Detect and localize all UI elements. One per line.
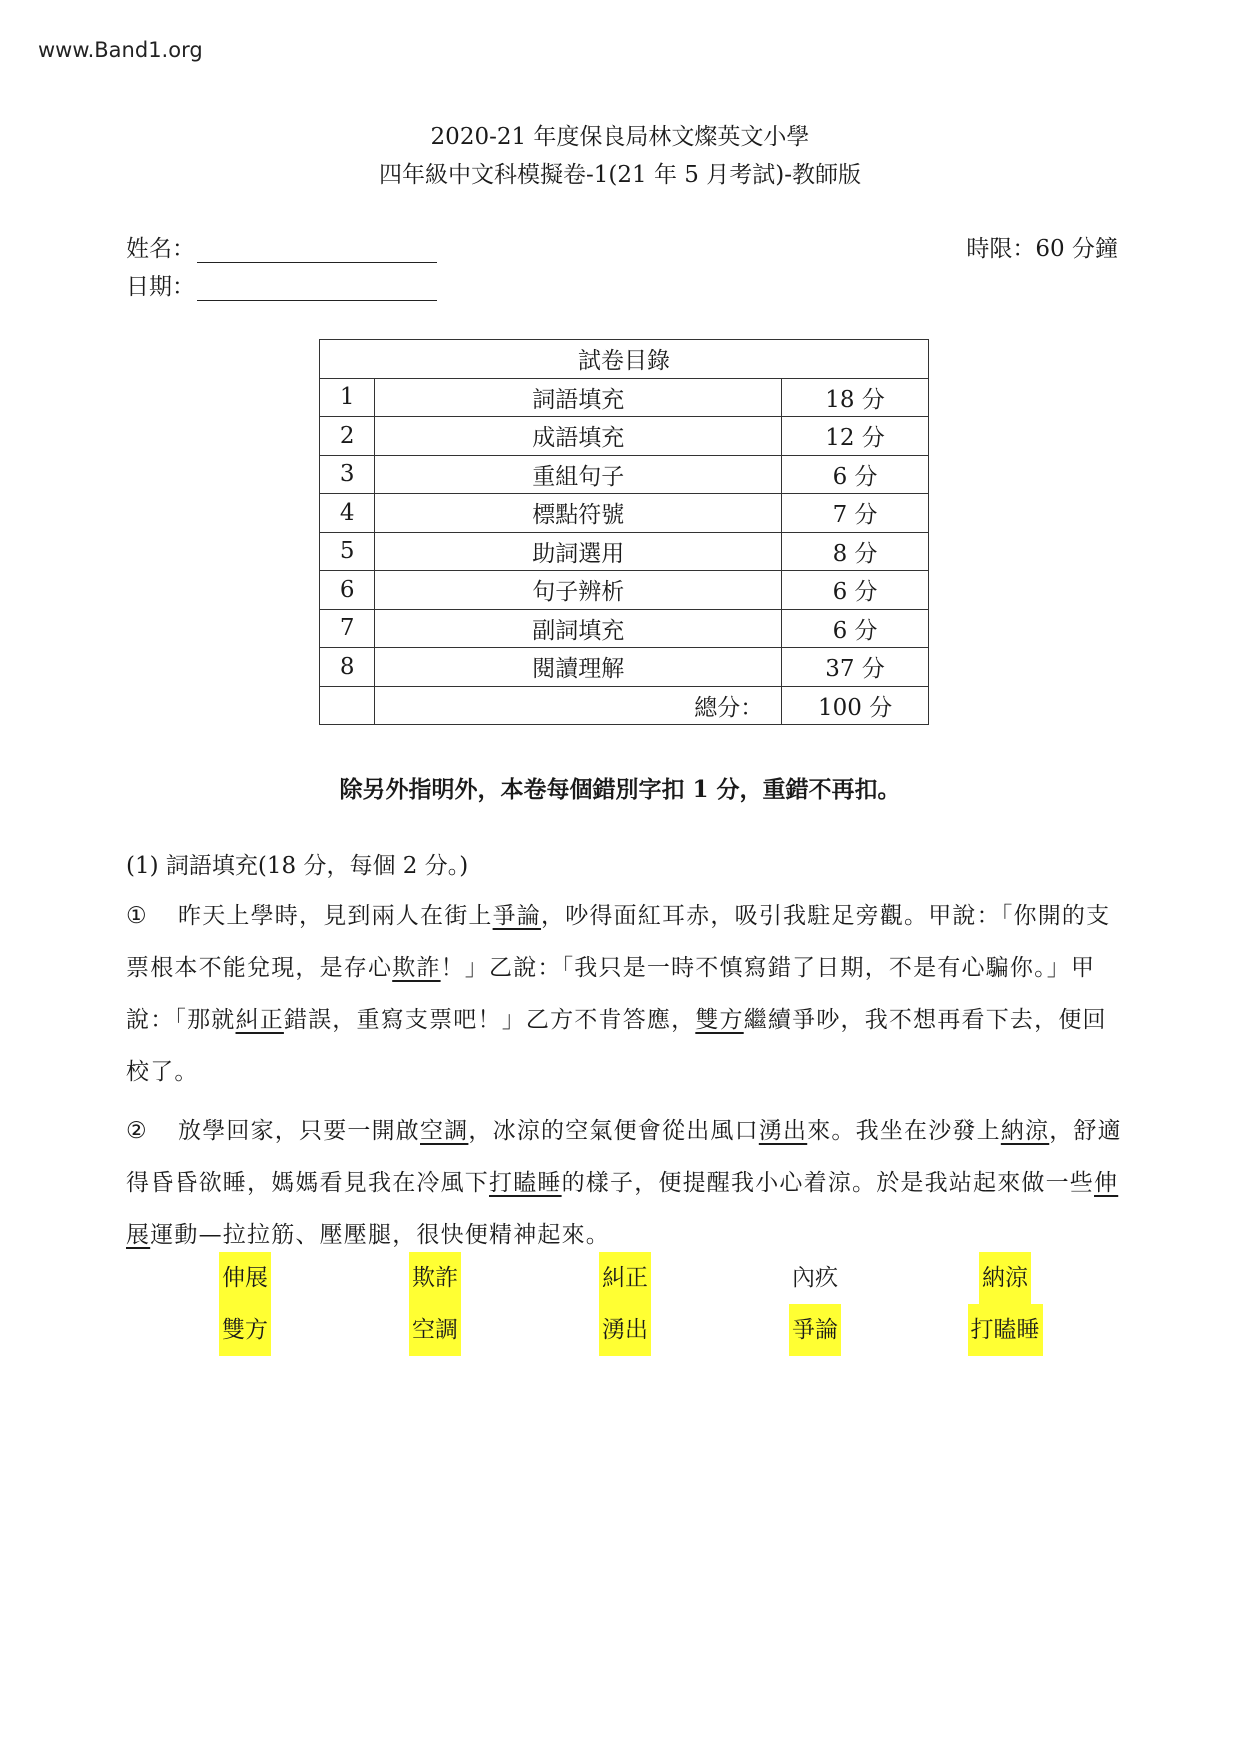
toc-score: 6 分 bbox=[782, 609, 929, 648]
toc-num: 3 bbox=[320, 455, 375, 494]
toc-num: 1 bbox=[320, 378, 375, 417]
table-row bbox=[320, 417, 929, 456]
toc-total-label: 總分： bbox=[375, 686, 782, 725]
underlined-word: 湧出 bbox=[758, 1118, 808, 1144]
table-of-contents bbox=[319, 339, 929, 725]
table-row bbox=[320, 455, 929, 494]
toc-score: 12 分 bbox=[782, 417, 929, 456]
passage-text: 錯誤，重寫支票吧！」乙方不肯答應， bbox=[283, 1007, 696, 1033]
exam-title: 2020-21 年度保良局林文燦英文小學 bbox=[430, 124, 810, 150]
word-bank bbox=[150, 1252, 1100, 1356]
toc-section-name: 副詞填充 bbox=[375, 609, 782, 648]
toc-score: 18 分 bbox=[782, 378, 929, 417]
table-row bbox=[320, 532, 929, 571]
name-label: 姓名： bbox=[126, 236, 195, 262]
word-bank-item: 雙方 bbox=[219, 1304, 271, 1356]
circled-two-marker: ② bbox=[126, 1118, 148, 1144]
toc-num: 4 bbox=[320, 494, 375, 533]
underlined-word: 糾正 bbox=[235, 1007, 284, 1033]
word-bank-item: 納涼 bbox=[979, 1252, 1031, 1304]
underlined-word: 欺詐 bbox=[392, 955, 441, 981]
passage-text: 的樣子，便提醒我小心着涼。於是我站起來做一些 bbox=[561, 1170, 1095, 1196]
date-field bbox=[126, 268, 437, 301]
toc-empty-cell bbox=[320, 686, 375, 725]
word-bank-row bbox=[150, 1304, 1100, 1356]
passage-text: ！」乙說：「我只是一時不慎寫錯了日期，不是有心騙你。」甲說：「那就 bbox=[126, 955, 1096, 1033]
table-row bbox=[320, 378, 929, 417]
word-bank-item: 糾正 bbox=[599, 1252, 651, 1304]
toc-section-name: 成語填充 bbox=[375, 417, 782, 456]
date-label: 日期： bbox=[126, 274, 195, 300]
toc-num: 5 bbox=[320, 532, 375, 571]
word-bank-item: 爭論 bbox=[789, 1304, 841, 1356]
passage-text: ，舒適得昏昏欲睡，媽媽看見我在冷風下 bbox=[126, 1118, 1122, 1196]
table-row bbox=[320, 609, 929, 648]
passage-1 bbox=[126, 890, 1126, 1098]
toc-total-row bbox=[320, 686, 929, 725]
toc-score: 6 分 bbox=[782, 571, 929, 610]
date-blank bbox=[197, 276, 437, 301]
toc-num: 7 bbox=[320, 609, 375, 648]
passage-text: 放學回家，只要一開啟 bbox=[178, 1118, 420, 1144]
toc-section-name: 重組句子 bbox=[375, 455, 782, 494]
word-bank-item: 空調 bbox=[409, 1304, 461, 1356]
word-bank-item: 欺詐 bbox=[409, 1252, 461, 1304]
circled-one-marker: ① bbox=[126, 903, 148, 929]
toc-num: 2 bbox=[320, 417, 375, 456]
toc-score: 37 分 bbox=[782, 648, 929, 687]
name-field bbox=[126, 230, 437, 263]
exam-subtitle: 四年級中文科模擬卷-1(21 年 5 月考試)-教師版 bbox=[379, 162, 861, 188]
underlined-word: 伸展 bbox=[126, 1170, 1119, 1248]
toc-score: 7 分 bbox=[782, 494, 929, 533]
underlined-word: 納涼 bbox=[1000, 1118, 1050, 1144]
passage-text: ，吵得面紅耳赤，吸引我駐足旁觀。甲說：「你開的支票根本不能兌現，是存心 bbox=[126, 903, 1111, 981]
toc-section-name: 標點符號 bbox=[375, 494, 782, 533]
toc-section-name: 助詞選用 bbox=[375, 532, 782, 571]
name-blank bbox=[197, 238, 437, 263]
word-bank-item: 內疚 bbox=[792, 1265, 838, 1291]
toc-title: 試卷目錄 bbox=[320, 340, 929, 379]
deduction-notice: 除另外指明外，本卷每個錯別字扣 1 分，重錯不再扣。 bbox=[339, 776, 901, 803]
underlined-word: 空調 bbox=[420, 1118, 469, 1144]
table-row bbox=[320, 494, 929, 533]
passage-text: 來。我坐在沙發上 bbox=[807, 1118, 1001, 1144]
passage-text: 昨天上學時，見到兩人在街上 bbox=[178, 903, 493, 929]
underlined-word: 雙方 bbox=[695, 1007, 744, 1033]
toc-num: 8 bbox=[320, 648, 375, 687]
toc-score: 6 分 bbox=[782, 455, 929, 494]
passage-text: 繼續爭吵，我不想再看下去，便回校了。 bbox=[126, 1007, 1107, 1085]
passage-2 bbox=[126, 1105, 1126, 1261]
underlined-word: 爭論 bbox=[492, 903, 542, 929]
toc-total-score: 100 分 bbox=[782, 686, 929, 725]
toc-section-name: 詞語填充 bbox=[375, 378, 782, 417]
word-bank-item: 伸展 bbox=[219, 1252, 271, 1304]
table-row bbox=[320, 648, 929, 687]
site-url: www.Band1.org bbox=[38, 38, 203, 62]
toc-section-name: 閱讀理解 bbox=[375, 648, 782, 687]
word-bank-item: 湧出 bbox=[599, 1304, 651, 1356]
toc-section-name: 句子辨析 bbox=[375, 571, 782, 610]
word-bank-row bbox=[150, 1252, 1100, 1304]
toc-num: 6 bbox=[320, 571, 375, 610]
time-limit: 時限：60 分鐘 bbox=[966, 236, 1118, 262]
section-1-heading: (1) 詞語填充(18 分，每個 2 分。) bbox=[126, 853, 469, 879]
passage-text: 運動—拉拉筋、壓壓腿，很快便精神起來。 bbox=[150, 1222, 611, 1248]
word-bank-item: 打瞌睡 bbox=[968, 1304, 1043, 1356]
passage-text: ，冰涼的空氣便會從出風口 bbox=[468, 1118, 759, 1144]
toc-score: 8 分 bbox=[782, 532, 929, 571]
table-row bbox=[320, 571, 929, 610]
underlined-word: 打瞌睡 bbox=[489, 1170, 562, 1196]
